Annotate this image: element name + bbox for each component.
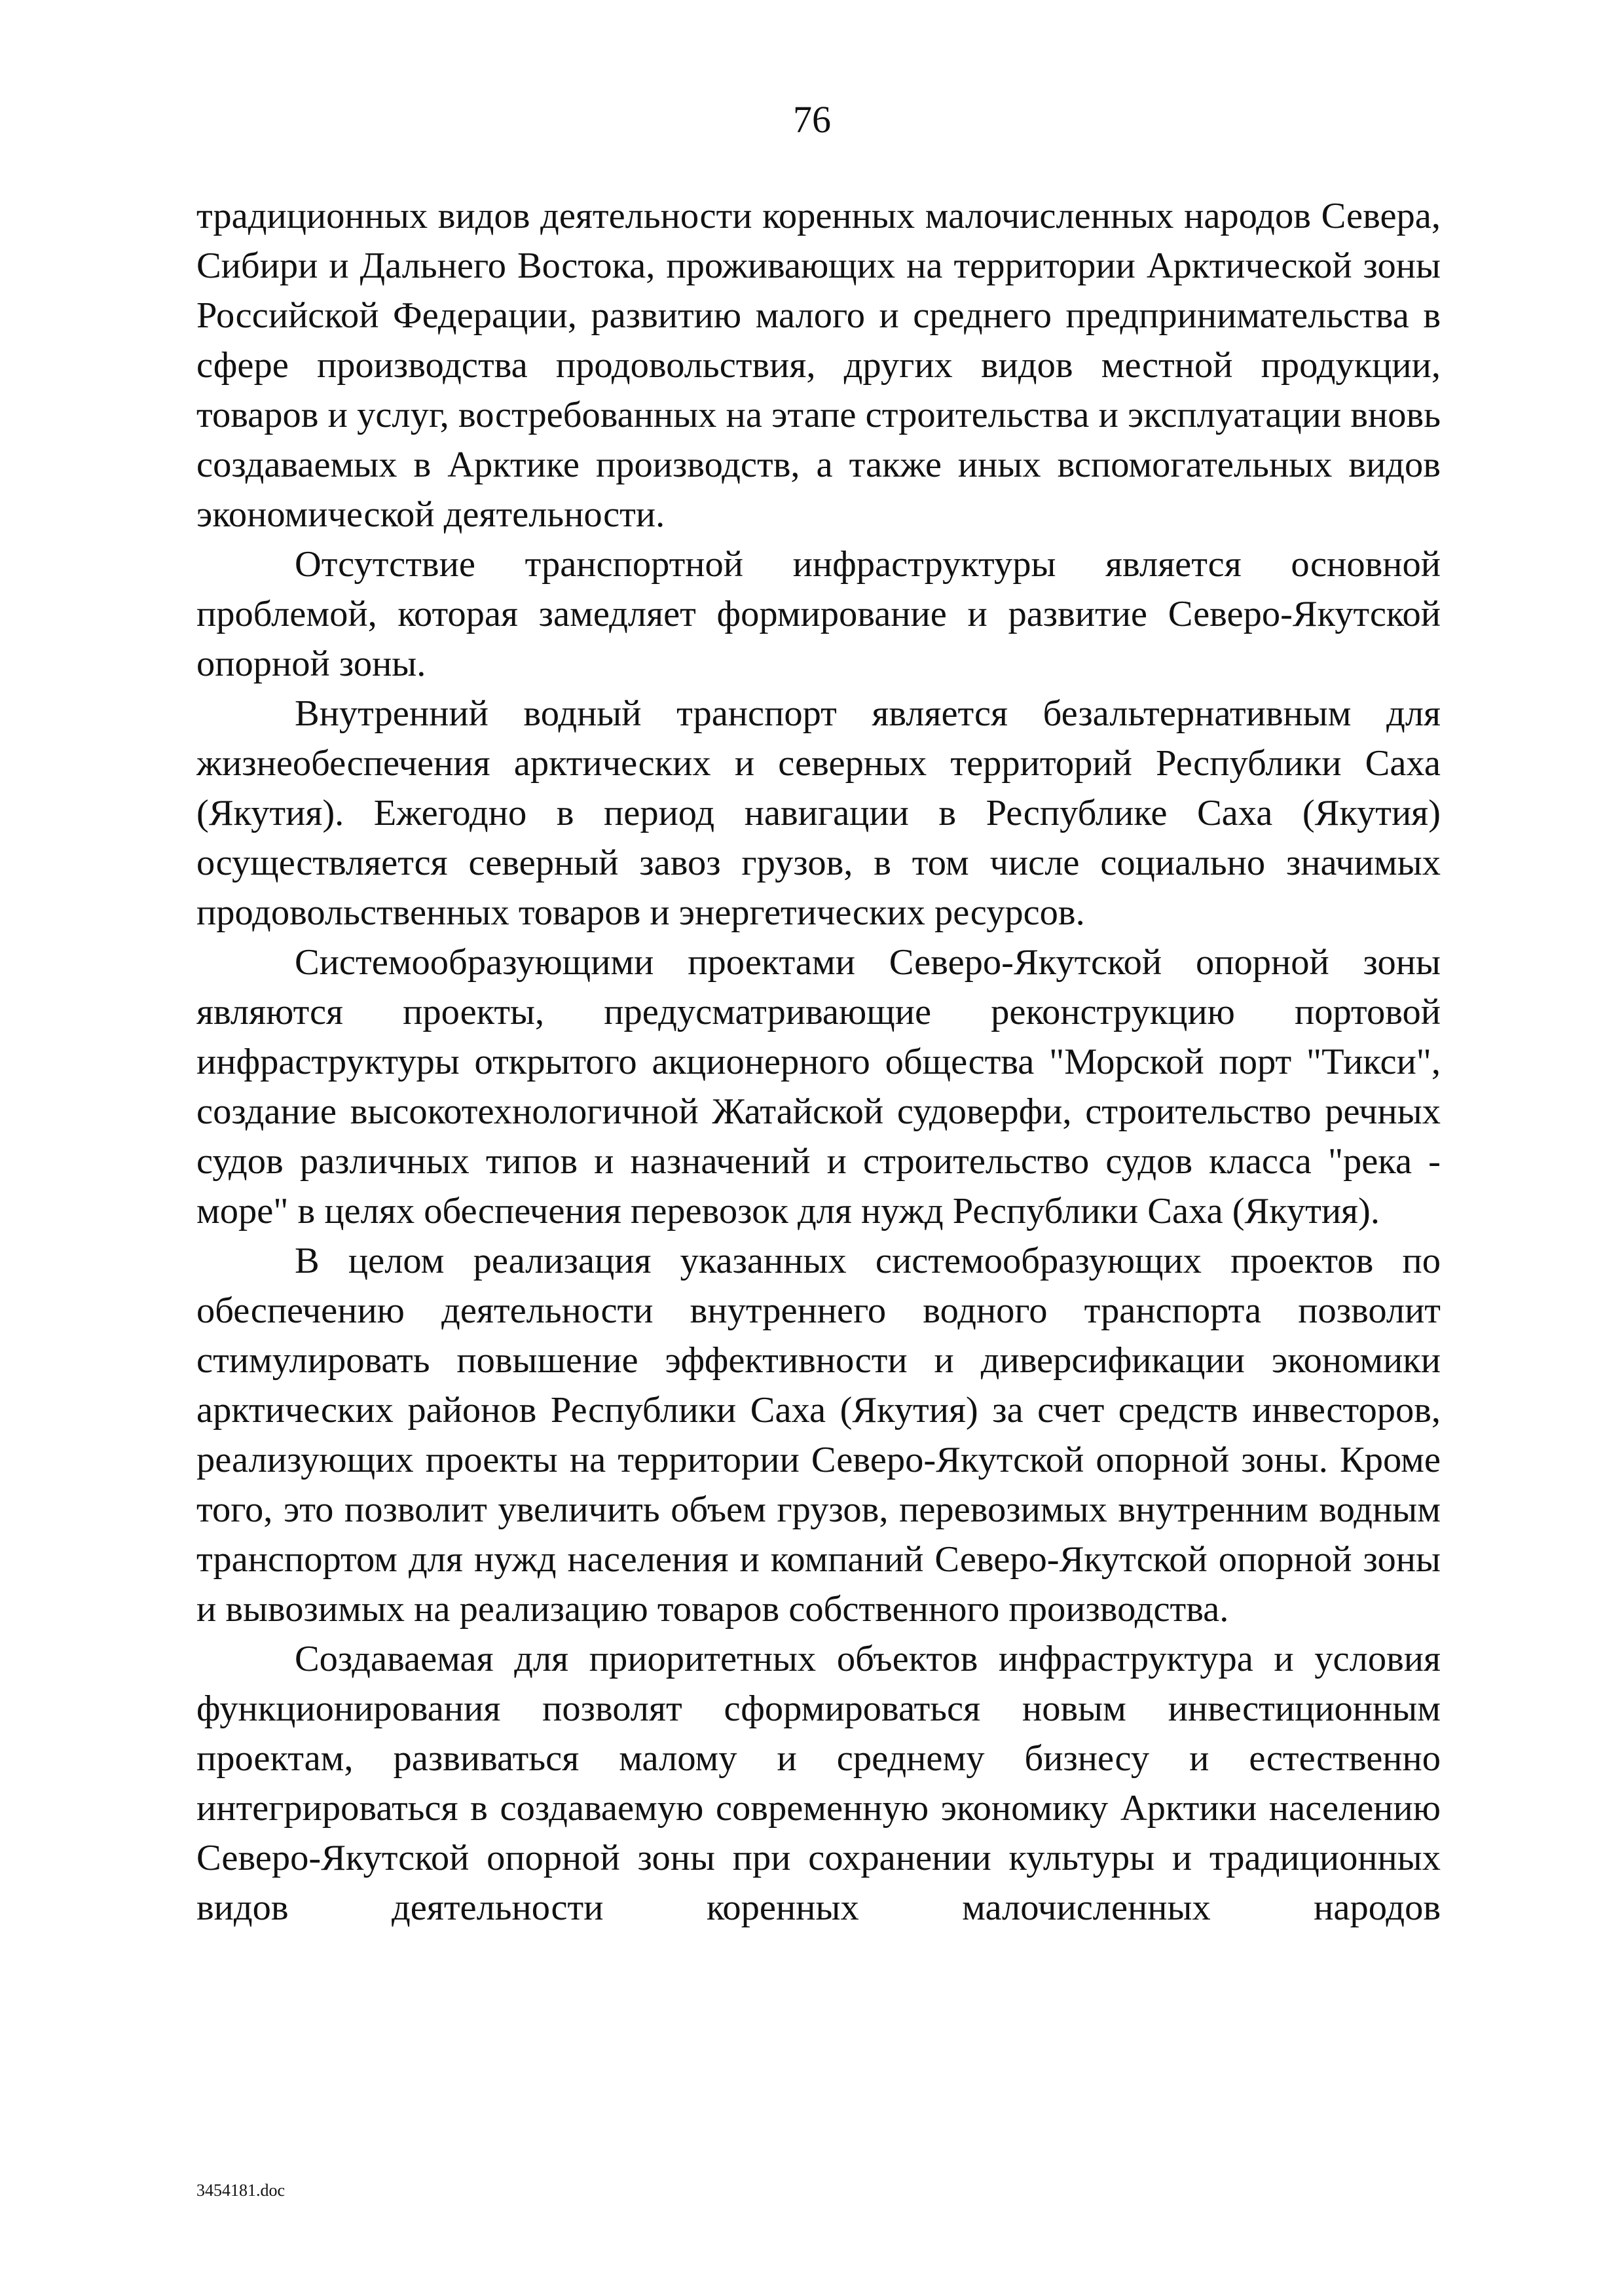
page-number: 76 — [793, 98, 831, 141]
paragraph-inland-water-transport: Внутренний водный транспорт является безальтернативным для жизнеобеспечения арктических и северных территорий Республики Саха (Якутия). Ежегодно в период навигации в Республике Саха (Якутия) осуществляется северный завоз грузов, в том числе социально значимых продовольственных товаров и энергетических ресурсов. — [196, 693, 1441, 933]
paragraph-continuation: традиционных видов деятельности коренных малочисленных народов Севера, Сибири и Дальнего Востока, проживающих на территории Арктической зоны Российской Федерации, развитию малого и среднего предпринимательства в сфере производства продовольствия, других видов местной продукции, товаров и услуг, востребованных на этапе строительства и эксплуатации вновь создаваемых в Арктике производств, а также иных вспомогательных видов экономической деятельности. — [196, 196, 1441, 535]
document-body — [196, 191, 1441, 1933]
footer-filename: 3454181.doc — [196, 2181, 286, 2200]
paragraph-priority-objects: Создаваемая для приоритетных объектов инфраструктура и условия функционирования позволят сформироваться новым инвестиционным проектам, развиваться малому и среднему бизнесу и естественно интегрироваться в создаваемую современную экономику Арктики населению Северо-Якутской опорной зоны при сохранении культуры и традиционных видов деятельности коренных малочисленных народов — [196, 1639, 1441, 1928]
paragraph-transport-infrastructure: Отсутствие транспортной инфраструктуры является основной проблемой, которая замедляет формирование и развитие Северо-Якутской опорной зоны. — [196, 544, 1441, 684]
paragraph-system-projects: Системообразующими проектами Северо-Якутской опорной зоны являются проекты, предусматривающие реконструкцию портовой инфраструктуры открытого акционерного общества "Морской порт "Тикси", создание высокотехнологичной Жатайской судоверфи, строительство речных судов различных типов и назначений и строительство судов класса "река - море" в целях обеспечения перевозок для нужд Республики Саха (Якутия). — [196, 942, 1441, 1231]
paragraph-implementation: В целом реализация указанных системообразующих проектов по обеспечению деятельности внутреннего водного транспорта позволит стимулировать повышение эффективности и диверсификации экономики арктических районов Республики Саха (Якутия) за счет средств инвесторов, реализующих проекты на территории Северо-Якутской опорной зоны. Кроме того, это позволит увеличить объем грузов, перевозимых внутренним водным транспортом для нужд населения и компаний Северо-Якутской опорной зоны и вывозимых на реализацию товаров собственного производства. — [196, 1241, 1441, 1630]
